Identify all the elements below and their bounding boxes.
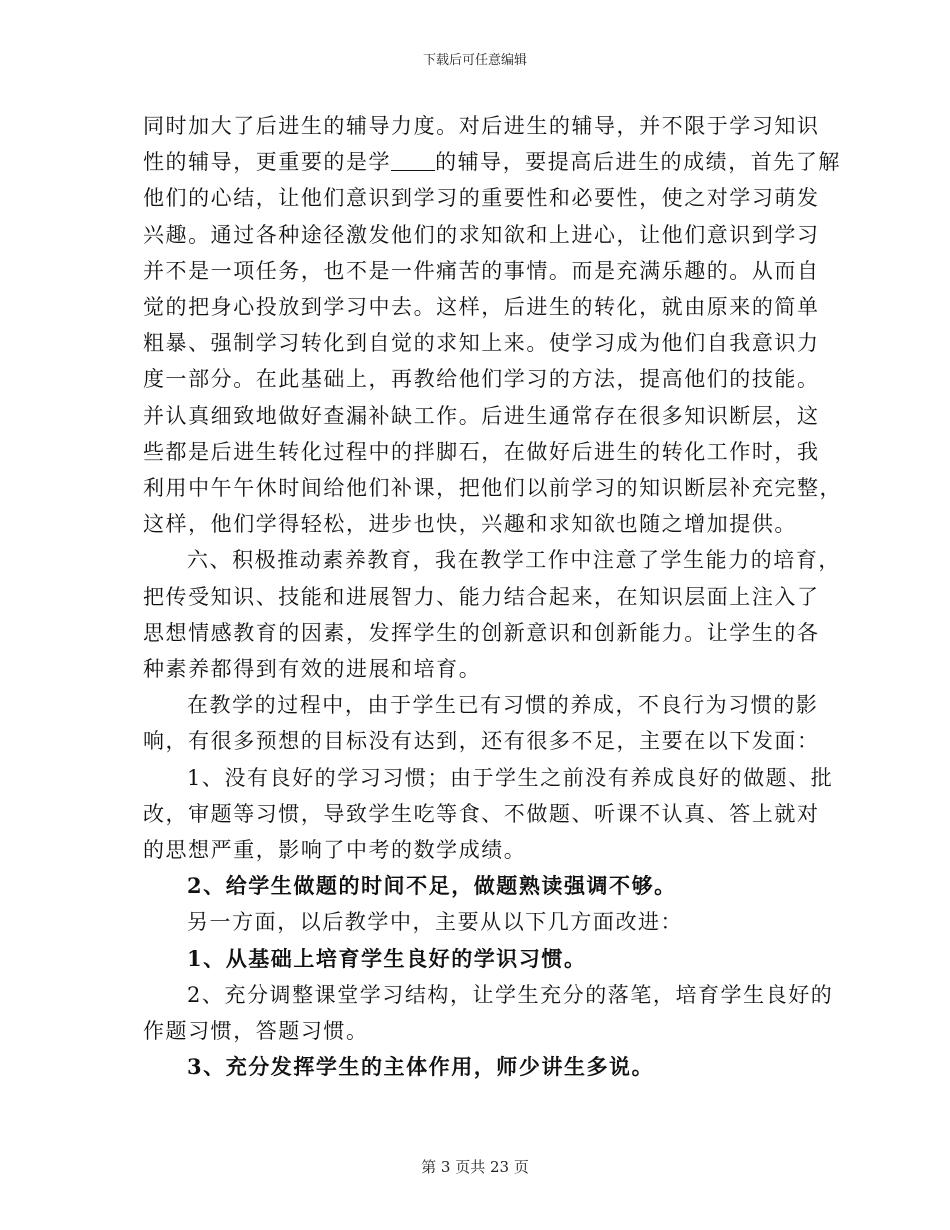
header-text: 下载后可任意编辑 — [422, 53, 527, 68]
text-line: 利用中午午休时间给他们补课，把他们以前学习的知识断层补充完整， — [143, 476, 843, 501]
paragraph-improvement-1 — [143, 941, 811, 977]
page-footer — [0, 1157, 950, 1177]
text-line: 3、充分发挥学生的主体作用，师少讲生多说。 — [187, 1054, 655, 1080]
text-line: 粗暴、强制学习转化到自觉的求知上来。使学习成为他们自我意识力 — [143, 331, 820, 356]
text-line: 改，审题等习惯，导致学生吃等食、不做题、听课不认真、答上就对 — [143, 801, 820, 826]
text-line: 兴趣。通过各种途径激发他们的求知欲和上进心，让他们意识到学习 — [143, 222, 820, 247]
text-line: 这样，他们学得轻松，进步也快，兴趣和求知欲也随之增加提供。 — [143, 512, 797, 537]
paragraph-item-2-time — [143, 868, 811, 904]
text-segment: 性的辅导，更重要的是学 — [143, 150, 392, 175]
paragraph-improvement-2 — [143, 977, 834, 1049]
text-line: 六、积极推动素养教育，我在教学工作中注意了学生能力的培育， — [187, 548, 841, 573]
text-line: 作题习惯，答题习惯。 — [143, 1019, 369, 1044]
text-line: 2、给学生做题的时间不足，做题熟读强调不够。 — [187, 873, 677, 899]
paragraph-improvements-intro — [143, 904, 811, 940]
paragraph-shortcomings-intro — [143, 687, 820, 759]
text-line: 些都是后进生转化过程中的拌脚石，在做好后进生的转化工作时，我 — [143, 439, 820, 464]
text-line: 并不是一项任务，也不是一件痛苦的事情。而是充满乐趣的。从而自 — [143, 258, 820, 283]
text-line-with-blank — [143, 144, 841, 180]
text-line: 思想情感教育的因素，发挥学生的创新意识和创新能力。让学生的各 — [143, 620, 820, 645]
text-line: 并认真细致地做好查漏补缺工作。后进生通常存在很多知识断层，这 — [143, 403, 820, 428]
document-body — [143, 108, 843, 1085]
text-line: 1、没有良好的学习习惯；由于学生之前没有养成良好的做题、批 — [187, 765, 834, 790]
paragraph-tutoring — [143, 108, 843, 542]
text-line: 2、充分调整课堂学习结构，让学生充分的落笔，培育学生良好的 — [187, 982, 834, 1007]
text-line: 同时加大了后进生的辅导力度。对后进生的辅导，并不限于学习知识 — [143, 114, 820, 138]
fill-in-blank — [391, 152, 435, 171]
text-line: 在教学的过程中，由于学生已有习惯的养成，不良行为习惯的影 — [187, 693, 819, 718]
text-line: 1、从基础上培育学生良好的学识习惯。 — [187, 945, 587, 971]
text-line: 觉的把身心投放到学习中去。这样，后进生的转化，就由原来的简单 — [143, 295, 820, 320]
text-line: 的思想严重，影响了中考的数学成绩。 — [143, 838, 527, 863]
text-segment: 的辅导，要提高后进生的成绩，首先了解 — [435, 150, 841, 175]
text-line: 种素养都得到有效的进展和培育。 — [143, 657, 482, 682]
paragraph-improvement-3 — [143, 1049, 811, 1085]
text-line: 响，有很多预想的目标没有达到，还有很多不足，主要在以下发面： — [143, 729, 820, 754]
text-line: 度一部分。在此基础上，再教给他们学习的方法，提高他们的技能。 — [143, 367, 820, 392]
text-line: 他们的心结，让他们意识到学习的重要性和必要性，使之对学习萌发 — [143, 186, 820, 211]
page-header — [0, 52, 950, 70]
text-line: 另一方面，以后教学中，主要从以下几方面改进： — [187, 910, 684, 935]
paragraph-item-1-habits — [143, 760, 834, 869]
text-line: 把传受知识、技能和进展智力、能力结合起来，在知识层面上注入了 — [143, 584, 820, 609]
page-number: 第 3 页共 23 页 — [421, 1158, 529, 1176]
paragraph-quality-education — [143, 542, 841, 687]
